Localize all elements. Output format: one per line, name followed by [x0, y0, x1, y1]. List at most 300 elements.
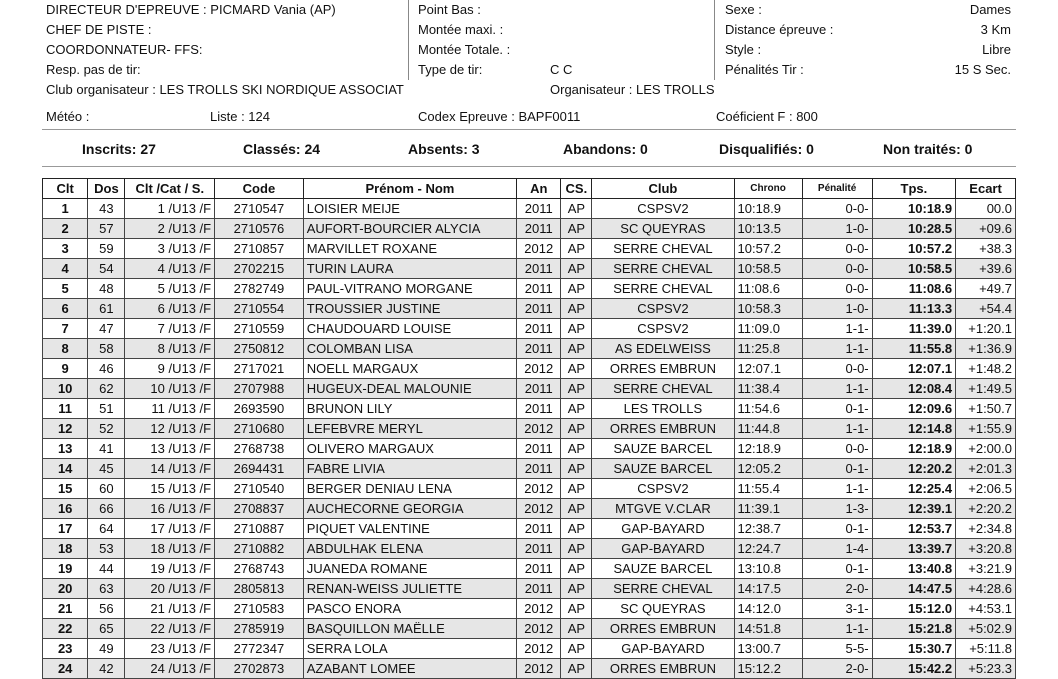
cell-clt-cat: 12 /U13 /F [125, 419, 215, 439]
cell-dos: 53 [88, 539, 125, 559]
cell-dos: 51 [88, 399, 125, 419]
cell-clt: 7 [43, 319, 88, 339]
cell-clt-cat: 9 /U13 /F [125, 359, 215, 379]
cell-penalite: 0-1- [802, 519, 872, 539]
cell-name: JUANEDA ROMANE [303, 559, 516, 579]
cell-clt-cat: 14 /U13 /F [125, 459, 215, 479]
cell-tps: 10:58.5 [872, 259, 955, 279]
header-resp-tir: Resp. pas de tir: [46, 62, 141, 77]
cell-penalite: 1-1- [802, 339, 872, 359]
cell-chrono: 14:17.5 [734, 579, 802, 599]
cell-chrono: 10:58.3 [734, 299, 802, 319]
cell-penalite: 0-0- [802, 439, 872, 459]
table-row [43, 399, 1016, 419]
cell-ecart: +2:06.5 [956, 479, 1016, 499]
cell-penalite: 1-0- [802, 219, 872, 239]
cell-tps: 15:42.2 [872, 659, 955, 679]
table-row [43, 599, 1016, 619]
table-row [43, 619, 1016, 639]
cell-tps: 15:12.0 [872, 599, 955, 619]
cell-chrono: 11:25.8 [734, 339, 802, 359]
cell-cs: AP [561, 259, 592, 279]
cell-name: PIQUET VALENTINE [303, 519, 516, 539]
codex-label: Codex Epreuve : BAPF0011 [418, 109, 581, 124]
cell-chrono: 11:38.4 [734, 379, 802, 399]
header-column-event [725, 0, 833, 80]
cell-clt-cat: 18 /U13 /F [125, 539, 215, 559]
table-row [43, 459, 1016, 479]
cell-name: FABRE LIVIA [303, 459, 516, 479]
cell-penalite: 2-0- [802, 659, 872, 679]
header-distance-value: 3 Km [980, 22, 1011, 37]
cell-clt: 23 [43, 639, 88, 659]
cell-an: 2011 [517, 539, 561, 559]
cell-code: 2702215 [215, 259, 304, 279]
table-row [43, 579, 1016, 599]
meteo-label: Météo : [46, 109, 90, 124]
header-montee-maxi: Montée maxi. : [418, 22, 504, 37]
cell-name: AUCHECORNE GEORGIA [303, 499, 516, 519]
table-row [43, 499, 1016, 519]
table-row [43, 379, 1016, 399]
cell-chrono: 11:39.1 [734, 499, 802, 519]
cell-cs: AP [561, 399, 592, 419]
cell-code: 2694431 [215, 459, 304, 479]
cell-ecart: +2:34.8 [956, 519, 1016, 539]
cell-clt-cat: 20 /U13 /F [125, 579, 215, 599]
stat-abandons: Abandons: 0 [563, 141, 648, 157]
table-row [43, 639, 1016, 659]
cell-tps: 10:28.5 [872, 219, 955, 239]
cell-code: 2710882 [215, 539, 304, 559]
cell-clt: 5 [43, 279, 88, 299]
cell-dos: 48 [88, 279, 125, 299]
cell-an: 2011 [517, 579, 561, 599]
cell-cs: AP [561, 339, 592, 359]
header-montee-totale: Montée Totale. : [418, 42, 511, 57]
header-sexe: Sexe : [725, 2, 762, 17]
cell-an: 2012 [517, 639, 561, 659]
table-row [43, 559, 1016, 579]
cell-name: SERRA LOLA [303, 639, 516, 659]
table-row [43, 539, 1016, 559]
cell-dos: 47 [88, 319, 125, 339]
cell-ecart: +1:48.2 [956, 359, 1016, 379]
cell-penalite: 3-1- [802, 599, 872, 619]
cell-club: MTGVE V.CLAR [592, 499, 734, 519]
cell-penalite: 0-1- [802, 399, 872, 419]
cell-chrono: 14:51.8 [734, 619, 802, 639]
cell-cs: AP [561, 479, 592, 499]
results-table [42, 178, 1016, 679]
cell-ecart: +49.7 [956, 279, 1016, 299]
cell-code: 2707988 [215, 379, 304, 399]
cell-penalite: 1-1- [802, 419, 872, 439]
table-row [43, 439, 1016, 459]
cell-club: AS EDELWEISS [592, 339, 734, 359]
table-row [43, 419, 1016, 439]
cell-tps: 13:40.8 [872, 559, 955, 579]
cell-chrono: 11:44.8 [734, 419, 802, 439]
cell-cs: AP [561, 359, 592, 379]
cell-code: 2772347 [215, 639, 304, 659]
cell-chrono: 13:10.8 [734, 559, 802, 579]
cell-ecart: +5:23.3 [956, 659, 1016, 679]
cell-clt: 17 [43, 519, 88, 539]
header-distance: Distance épreuve : [725, 22, 834, 37]
cell-cs: AP [561, 319, 592, 339]
cell-clt: 24 [43, 659, 88, 679]
cell-code: 2710887 [215, 519, 304, 539]
event-header [0, 0, 1058, 100]
cell-penalite: 1-3- [802, 499, 872, 519]
cell-ecart: +2:00.0 [956, 439, 1016, 459]
header-style: Style : [725, 42, 762, 57]
cell-clt-cat: 7 /U13 /F [125, 319, 215, 339]
cell-name: HUGEUX-DEAL MALOUNIE [303, 379, 516, 399]
cell-penalite: 1-1- [802, 379, 872, 399]
results-body [43, 199, 1016, 679]
cell-dos: 46 [88, 359, 125, 379]
cell-tps: 15:21.8 [872, 619, 955, 639]
cell-name: LOISIER MEIJE [303, 199, 516, 219]
cell-code: 2710857 [215, 239, 304, 259]
cell-clt: 14 [43, 459, 88, 479]
cell-chrono: 10:18.9 [734, 199, 802, 219]
header-divider [408, 0, 409, 80]
cell-ecart: +09.6 [956, 219, 1016, 239]
cell-cs: AP [561, 459, 592, 479]
coefficient-label: Coéficient F : 800 [716, 109, 818, 124]
cell-ecart: +4:28.6 [956, 579, 1016, 599]
header-coordonnateur: COORDONNATEUR- FFS: [46, 42, 203, 57]
cell-clt: 16 [43, 499, 88, 519]
column-header-name: Prénom - Nom [303, 179, 516, 199]
cell-club: ORRES EMBRUN [592, 659, 734, 679]
cell-chrono: 13:00.7 [734, 639, 802, 659]
cell-tps: 14:47.5 [872, 579, 955, 599]
cell-code: 2768743 [215, 559, 304, 579]
cell-tps: 12:14.8 [872, 419, 955, 439]
cell-clt-cat: 23 /U13 /F [125, 639, 215, 659]
cell-clt-cat: 2 /U13 /F [125, 219, 215, 239]
cell-cs: AP [561, 199, 592, 219]
cell-clt: 11 [43, 399, 88, 419]
cell-clt: 22 [43, 619, 88, 639]
cell-dos: 44 [88, 559, 125, 579]
column-header-tps: Tps. [872, 179, 955, 199]
cell-an: 2012 [517, 659, 561, 679]
cell-code: 2710576 [215, 219, 304, 239]
cell-code: 2782749 [215, 279, 304, 299]
cell-club: SERRE CHEVAL [592, 259, 734, 279]
cell-an: 2011 [517, 519, 561, 539]
header-point-bas: Point Bas : [418, 2, 481, 17]
table-row [43, 279, 1016, 299]
cell-penalite: 0-1- [802, 559, 872, 579]
table-row [43, 219, 1016, 239]
cell-ecart: +5:02.9 [956, 619, 1016, 639]
cell-code: 2768738 [215, 439, 304, 459]
cell-ecart: +2:20.2 [956, 499, 1016, 519]
cell-cs: AP [561, 439, 592, 459]
divider-line [42, 129, 1016, 130]
cell-name: AZABANT LOMEE [303, 659, 516, 679]
stat-absents: Absents: 3 [408, 141, 480, 157]
cell-penalite: 5-5- [802, 639, 872, 659]
cell-code: 2750812 [215, 339, 304, 359]
cell-club: ORRES EMBRUN [592, 619, 734, 639]
cell-dos: 49 [88, 639, 125, 659]
cell-ecart: +39.6 [956, 259, 1016, 279]
cell-clt-cat: 11 /U13 /F [125, 399, 215, 419]
cell-code: 2710540 [215, 479, 304, 499]
cell-code: 2710554 [215, 299, 304, 319]
cell-cs: AP [561, 579, 592, 599]
cell-club: SAUZE BARCEL [592, 439, 734, 459]
cell-clt: 1 [43, 199, 88, 219]
cell-dos: 45 [88, 459, 125, 479]
cell-tps: 12:09.6 [872, 399, 955, 419]
table-row [43, 479, 1016, 499]
liste-label: Liste : 124 [210, 109, 270, 124]
cell-clt: 21 [43, 599, 88, 619]
cell-clt-cat: 8 /U13 /F [125, 339, 215, 359]
cell-clt-cat: 1 /U13 /F [125, 199, 215, 219]
cell-dos: 58 [88, 339, 125, 359]
header-type-tir-value: C C [550, 62, 573, 77]
cell-name: OLIVERO MARGAUX [303, 439, 516, 459]
cell-clt: 10 [43, 379, 88, 399]
cell-cs: AP [561, 239, 592, 259]
cell-club: GAP-BAYARD [592, 539, 734, 559]
cell-an: 2011 [517, 459, 561, 479]
cell-club: SERRE CHEVAL [592, 579, 734, 599]
cell-an: 2012 [517, 599, 561, 619]
cell-tps: 15:30.7 [872, 639, 955, 659]
table-row [43, 299, 1016, 319]
cell-ecart: +3:20.8 [956, 539, 1016, 559]
header-column-course [418, 0, 510, 80]
cell-clt-cat: 21 /U13 /F [125, 599, 215, 619]
divider-line [42, 166, 1016, 167]
table-row [43, 339, 1016, 359]
cell-tps: 11:08.6 [872, 279, 955, 299]
cell-clt: 8 [43, 339, 88, 359]
cell-chrono: 14:12.0 [734, 599, 802, 619]
cell-an: 2012 [517, 499, 561, 519]
cell-ecart: +38.3 [956, 239, 1016, 259]
cell-code: 2710547 [215, 199, 304, 219]
cell-cs: AP [561, 639, 592, 659]
cell-clt: 20 [43, 579, 88, 599]
cell-tps: 12:25.4 [872, 479, 955, 499]
cell-club: SAUZE BARCEL [592, 459, 734, 479]
cell-cs: AP [561, 559, 592, 579]
cell-cs: AP [561, 419, 592, 439]
header-club-organisateur: Club organisateur : LES TROLLS SKI NORDIQUE ASSOCIAT [46, 82, 404, 97]
cell-chrono: 12:38.7 [734, 519, 802, 539]
cell-ecart: 00.0 [956, 199, 1016, 219]
cell-club: GAP-BAYARD [592, 639, 734, 659]
cell-cs: AP [561, 499, 592, 519]
cell-chrono: 12:05.2 [734, 459, 802, 479]
cell-clt-cat: 10 /U13 /F [125, 379, 215, 399]
cell-penalite: 0-0- [802, 279, 872, 299]
cell-penalite: 1-1- [802, 619, 872, 639]
cell-club: CSPSV2 [592, 199, 734, 219]
cell-name: LEFEBVRE MERYL [303, 419, 516, 439]
cell-tps: 10:57.2 [872, 239, 955, 259]
cell-clt: 18 [43, 539, 88, 559]
cell-name: AUFORT-BOURCIER ALYCIA [303, 219, 516, 239]
column-header-club: Club [592, 179, 734, 199]
cell-dos: 63 [88, 579, 125, 599]
cell-dos: 57 [88, 219, 125, 239]
cell-name: BASQUILLON MAËLLE [303, 619, 516, 639]
table-row [43, 199, 1016, 219]
cell-chrono: 10:58.5 [734, 259, 802, 279]
cell-an: 2011 [517, 279, 561, 299]
header-directeur: DIRECTEUR D'EPREUVE : PICMARD Vania (AP) [46, 2, 336, 17]
cell-ecart: +1:49.5 [956, 379, 1016, 399]
cell-code: 2710559 [215, 319, 304, 339]
cell-clt-cat: 24 /U13 /F [125, 659, 215, 679]
cell-an: 2011 [517, 299, 561, 319]
column-header-clt: Clt [43, 179, 88, 199]
column-header-cs: CS. [561, 179, 592, 199]
cell-name: RENAN-WEISS JULIETTE [303, 579, 516, 599]
cell-cs: AP [561, 379, 592, 399]
table-row [43, 519, 1016, 539]
cell-clt-cat: 4 /U13 /F [125, 259, 215, 279]
cell-an: 2012 [517, 419, 561, 439]
cell-an: 2011 [517, 439, 561, 459]
cell-an: 2012 [517, 239, 561, 259]
cell-an: 2012 [517, 479, 561, 499]
cell-chrono: 11:55.4 [734, 479, 802, 499]
cell-club: SAUZE BARCEL [592, 559, 734, 579]
cell-chrono: 12:07.1 [734, 359, 802, 379]
cell-clt: 9 [43, 359, 88, 379]
cell-ecart: +5:11.8 [956, 639, 1016, 659]
cell-an: 2012 [517, 619, 561, 639]
cell-an: 2011 [517, 559, 561, 579]
cell-clt-cat: 22 /U13 /F [125, 619, 215, 639]
column-header-penalite: Pénalité [802, 179, 872, 199]
cell-tps: 10:18.9 [872, 199, 955, 219]
header-style-value: Libre [982, 42, 1011, 57]
header-chef-piste: CHEF DE PISTE : [46, 22, 152, 37]
cell-clt-cat: 19 /U13 /F [125, 559, 215, 579]
cell-clt: 13 [43, 439, 88, 459]
cell-dos: 61 [88, 299, 125, 319]
cell-penalite: 1-0- [802, 299, 872, 319]
cell-club: SERRE CHEVAL [592, 239, 734, 259]
cell-dos: 64 [88, 519, 125, 539]
cell-dos: 59 [88, 239, 125, 259]
cell-code: 2785919 [215, 619, 304, 639]
cell-an: 2012 [517, 359, 561, 379]
cell-penalite: 0-0- [802, 259, 872, 279]
header-sexe-value: Dames [969, 2, 1011, 17]
cell-tps: 12:18.9 [872, 439, 955, 459]
cell-clt: 4 [43, 259, 88, 279]
cell-clt-cat: 16 /U13 /F [125, 499, 215, 519]
cell-penalite: 0-0- [802, 359, 872, 379]
cell-name: TURIN LAURA [303, 259, 516, 279]
header-penalites: Pénalités Tir : [725, 62, 804, 77]
column-header-ecart: Ecart [956, 179, 1016, 199]
cell-club: LES TROLLS [592, 399, 734, 419]
cell-ecart: +3:21.9 [956, 559, 1016, 579]
cell-clt-cat: 5 /U13 /F [125, 279, 215, 299]
cell-chrono: 10:13.5 [734, 219, 802, 239]
cell-chrono: 11:08.6 [734, 279, 802, 299]
cell-name: PASCO ENORA [303, 599, 516, 619]
cell-an: 2011 [517, 339, 561, 359]
cell-tps: 12:20.2 [872, 459, 955, 479]
cell-clt-cat: 17 /U13 /F [125, 519, 215, 539]
cell-penalite: 0-0- [802, 199, 872, 219]
column-header-chrono: Chrono [734, 179, 802, 199]
table-header-row [43, 179, 1016, 199]
table-row [43, 239, 1016, 259]
cell-dos: 56 [88, 599, 125, 619]
cell-ecart: +1:20.1 [956, 319, 1016, 339]
cell-club: ORRES EMBRUN [592, 359, 734, 379]
cell-code: 2805813 [215, 579, 304, 599]
cell-clt: 19 [43, 559, 88, 579]
cell-club: ORRES EMBRUN [592, 419, 734, 439]
cell-clt: 3 [43, 239, 88, 259]
cell-dos: 66 [88, 499, 125, 519]
cell-dos: 62 [88, 379, 125, 399]
cell-an: 2011 [517, 199, 561, 219]
column-header-dos: Dos [88, 179, 125, 199]
stat-classes: Classés: 24 [243, 141, 321, 157]
cell-an: 2011 [517, 399, 561, 419]
cell-name: CHAUDOUARD LOUISE [303, 319, 516, 339]
header-column-event-values [955, 0, 1011, 80]
header-divider [714, 0, 715, 80]
cell-dos: 41 [88, 439, 125, 459]
cell-clt-cat: 6 /U13 /F [125, 299, 215, 319]
cell-cs: AP [561, 299, 592, 319]
cell-tps: 13:39.7 [872, 539, 955, 559]
table-row [43, 659, 1016, 679]
cell-cs: AP [561, 519, 592, 539]
cell-tps: 11:39.0 [872, 319, 955, 339]
cell-club: GAP-BAYARD [592, 519, 734, 539]
cell-penalite: 1-1- [802, 319, 872, 339]
cell-penalite: 0-0- [802, 239, 872, 259]
cell-ecart: +2:01.3 [956, 459, 1016, 479]
table-row [43, 259, 1016, 279]
cell-chrono: 12:24.7 [734, 539, 802, 559]
cell-cs: AP [561, 619, 592, 639]
header-type-tir: Type de tir: [418, 62, 483, 77]
cell-tps: 11:55.8 [872, 339, 955, 359]
cell-clt: 12 [43, 419, 88, 439]
cell-ecart: +1:50.7 [956, 399, 1016, 419]
cell-chrono: 10:57.2 [734, 239, 802, 259]
cell-name: NOELL MARGAUX [303, 359, 516, 379]
cell-chrono: 15:12.2 [734, 659, 802, 679]
cell-dos: 52 [88, 419, 125, 439]
cell-clt: 2 [43, 219, 88, 239]
cell-name: COLOMBAN LISA [303, 339, 516, 359]
